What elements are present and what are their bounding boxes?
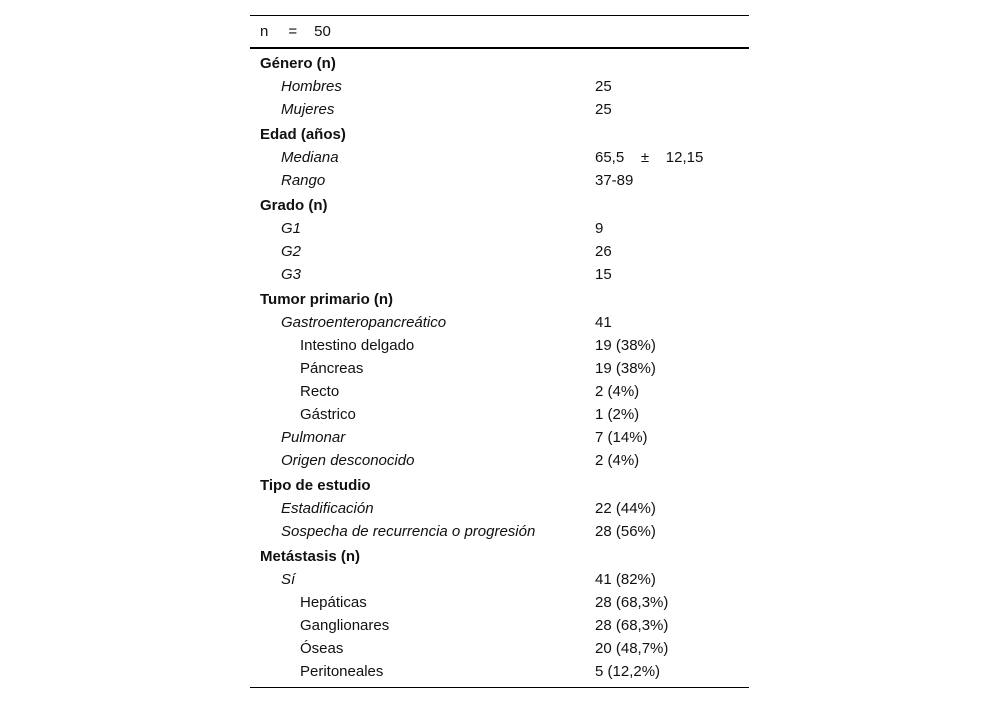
table-row (250, 637, 749, 660)
row-label: G1 (281, 220, 302, 237)
row-label: Pulmonar (281, 429, 346, 446)
table-row (250, 75, 749, 98)
row-value: 9 (595, 220, 604, 237)
table-row (250, 334, 749, 357)
row-label: Intestino delgado (300, 337, 415, 354)
table-row (250, 263, 749, 286)
characteristics-table (250, 15, 749, 688)
row-value: 19 (38%) (595, 360, 656, 377)
row-label: G3 (281, 266, 302, 283)
table-row (250, 146, 749, 169)
row-value: 22 (44%) (595, 500, 656, 517)
section-row (250, 121, 749, 146)
row-value: 37-89 (595, 172, 634, 189)
row-label: Mediana (281, 149, 339, 166)
row-value: 65,5 ± 12,15 (595, 149, 704, 166)
row-value: 26 (595, 243, 612, 260)
row-value: 28 (56%) (595, 523, 656, 540)
table-row (250, 426, 749, 449)
table-row (250, 217, 749, 240)
row-value: 19 (38%) (595, 337, 656, 354)
row-label: Óseas (300, 640, 344, 657)
row-value: 2 (4%) (595, 383, 640, 400)
table-row (250, 403, 749, 426)
row-label: Edad (años) (260, 126, 346, 143)
section-row (250, 286, 749, 311)
section-row (250, 472, 749, 497)
row-label: Origen desconocido (281, 452, 415, 469)
row-label: Gástrico (300, 406, 356, 423)
row-value: 41 (595, 314, 612, 331)
row-label: Gastroenteropancreático (281, 314, 447, 331)
row-label: Peritoneales (300, 663, 384, 680)
table-row (250, 614, 749, 637)
row-value: 25 (595, 101, 612, 118)
row-value: 28 (68,3%) (595, 594, 669, 611)
n-value: 50 (314, 23, 331, 40)
row-label: Rango (281, 172, 326, 189)
row-label: Recto (300, 383, 340, 400)
table-row (250, 449, 749, 472)
section-row (250, 50, 749, 75)
row-label: Estadificación (281, 500, 374, 517)
row-label: Hepáticas (300, 594, 367, 611)
row-value: 15 (595, 266, 612, 283)
table-row (250, 520, 749, 543)
row-value: 20 (48,7%) (595, 640, 669, 657)
table-row (250, 591, 749, 614)
bottom-rule (250, 687, 749, 688)
row-label: Tumor primario (n) (260, 291, 394, 308)
table-header (250, 16, 749, 47)
row-label: Hombres (281, 78, 342, 95)
n-label: n (260, 23, 269, 40)
row-value: 25 (595, 78, 612, 95)
row-label: Tipo de estudio (260, 477, 371, 494)
row-label: G2 (281, 243, 302, 260)
row-label: Mujeres (281, 101, 335, 118)
table-row (250, 357, 749, 380)
table-row (250, 169, 749, 192)
row-label: Ganglionares (300, 617, 390, 634)
table-row (250, 98, 749, 121)
row-label: Metástasis (n) (260, 548, 361, 565)
table-body (250, 49, 749, 687)
row-label: Grado (n) (260, 197, 328, 214)
table-row (250, 380, 749, 403)
table-row (250, 311, 749, 334)
row-label: Sí (281, 571, 296, 588)
row-label: Páncreas (300, 360, 364, 377)
table-row (250, 240, 749, 263)
section-row (250, 192, 749, 217)
row-value: 1 (2%) (595, 406, 640, 423)
row-label: Género (n) (260, 55, 336, 72)
row-value: 28 (68,3%) (595, 617, 669, 634)
equals-sign: = (288, 23, 298, 40)
row-label: Sospecha de recurrencia o progresión (281, 523, 536, 540)
table-row (250, 497, 749, 520)
table-row (250, 568, 749, 591)
row-value: 2 (4%) (595, 452, 640, 469)
row-value: 7 (14%) (595, 429, 648, 446)
row-value: 5 (12,2%) (595, 663, 661, 680)
row-value: 41 (82%) (595, 571, 656, 588)
table-row (250, 660, 749, 683)
section-row (250, 543, 749, 568)
